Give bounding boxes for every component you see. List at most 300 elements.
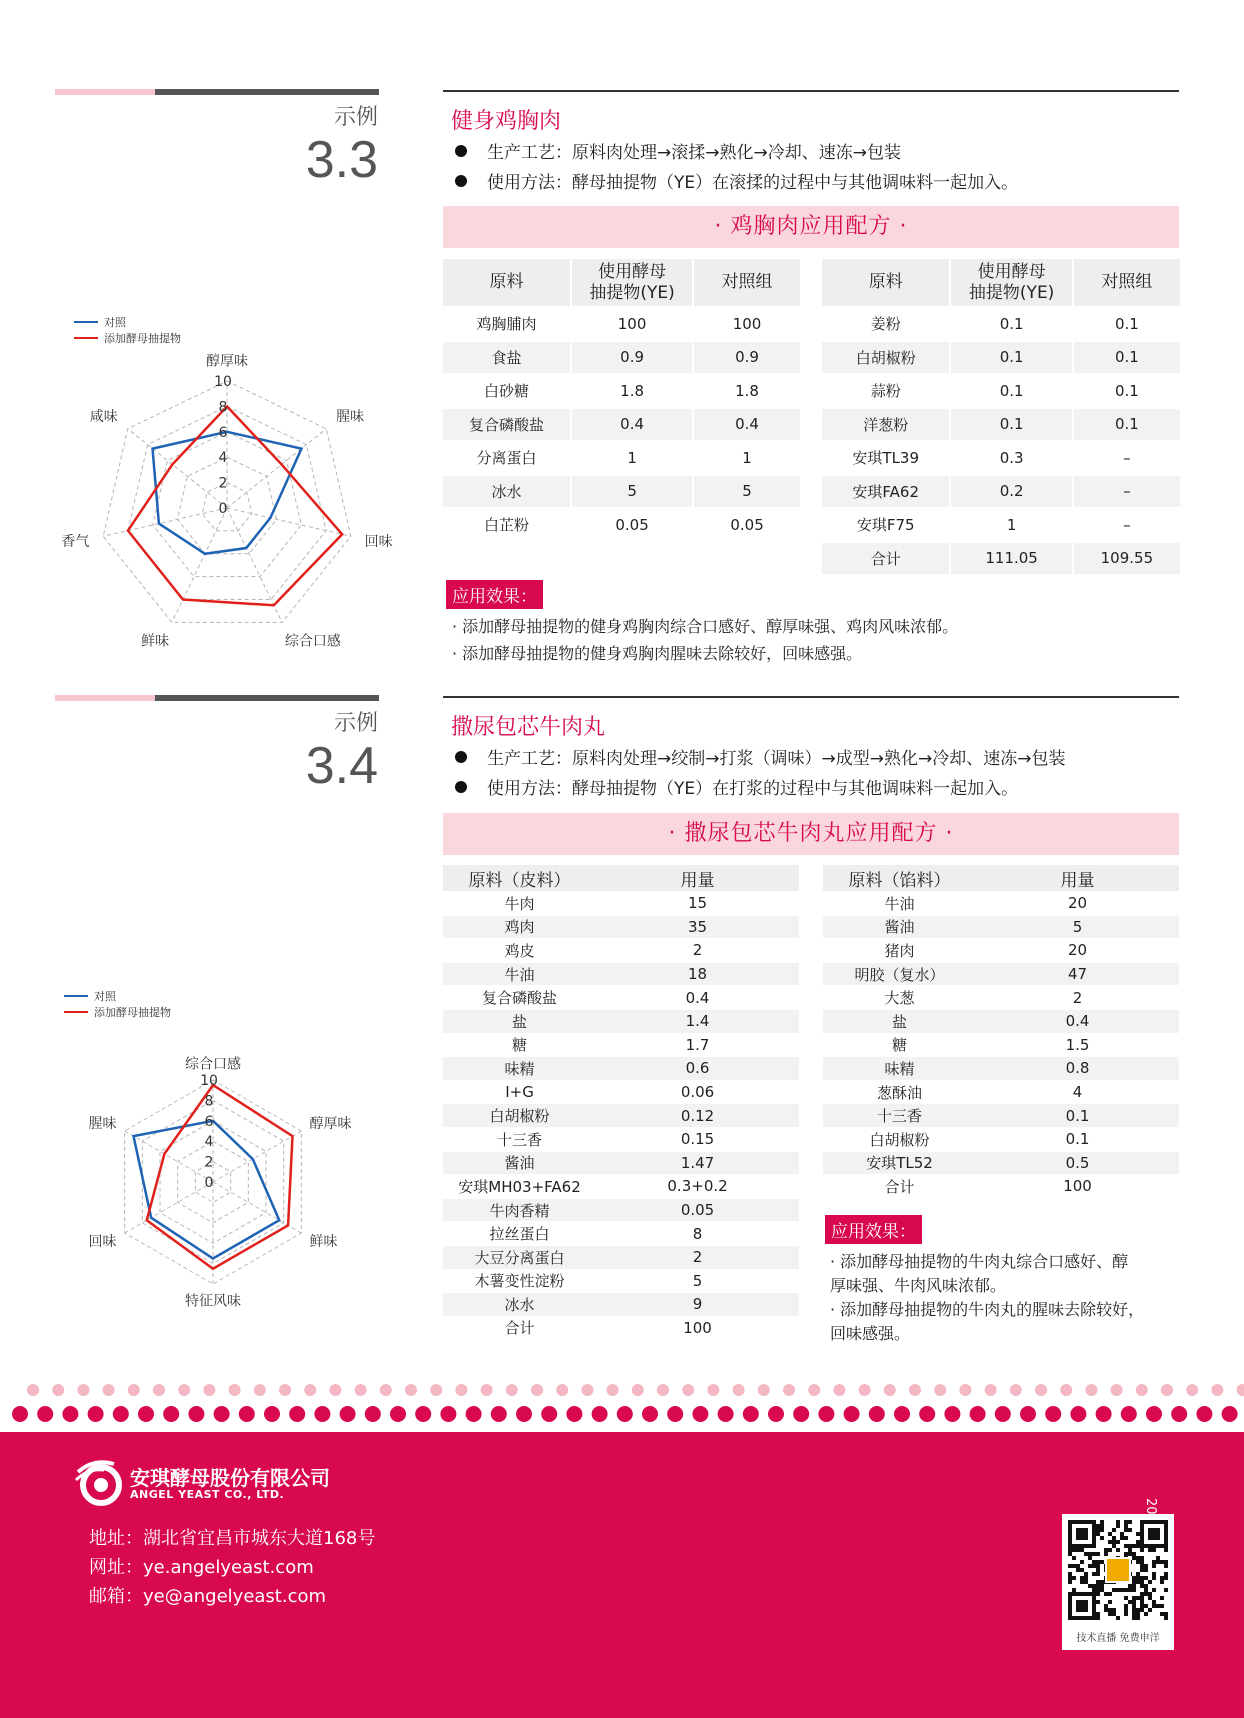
radar-tick-label: 4 (218, 450, 228, 467)
table-cell: 1 (951, 509, 1071, 541)
dot (390, 1406, 406, 1422)
dot (1085, 1384, 1097, 1396)
table-cell: I+G (443, 1081, 596, 1104)
dot (1136, 1384, 1148, 1396)
table-cell: 20 (976, 892, 1179, 915)
radar-series-line (147, 1085, 293, 1269)
dot (37, 1406, 53, 1422)
table-cell: 0.4 (694, 409, 800, 441)
dot (430, 1384, 442, 1396)
effect-line: · 添加酵母抽提物的健身鸡胸肉综合口感好、醇厚味强、鸡肉风味浓郁。 (452, 617, 959, 636)
table-cell: 安琪MH03+FA62 (443, 1175, 596, 1198)
table-cell: 15 (596, 892, 799, 915)
example-1-bar (55, 89, 379, 95)
table-cell: 合计 (822, 543, 949, 575)
table-row (443, 963, 799, 986)
legend-label: 添加酵母抽提物 (104, 332, 181, 345)
example-1-usage: 使用方法：酵母抽提物（YE）在滚揉的过程中与其他调味料一起加入。 (455, 168, 1018, 193)
example-1-table-left (441, 257, 802, 543)
dot (128, 1384, 140, 1396)
radar-tick-label: 2 (204, 1154, 214, 1171)
table-row (823, 1034, 1179, 1057)
radar-axis-label: 腥味 (336, 409, 365, 426)
table-cell: 0.1 (951, 375, 1071, 407)
table-cell: 大豆分离蛋白 (443, 1246, 596, 1269)
table-cell: 0.1 (951, 342, 1071, 374)
table-cell: 葱酥油 (823, 1081, 976, 1104)
radar-axis-label: 鲜味 (141, 633, 170, 650)
dot (239, 1406, 255, 1422)
qr-caption: 技术直播 免费申洋 (1076, 1633, 1160, 1644)
dot (1111, 1384, 1123, 1396)
table-row (443, 1199, 799, 1222)
table-cell: 安琪F75 (822, 509, 949, 541)
table-cell: 0.1 (1074, 409, 1180, 441)
table-row (822, 442, 1180, 474)
website-link[interactable]: 网址：ye.angelyeast.com (89, 1557, 314, 1578)
table-cell: 糖 (823, 1034, 976, 1057)
example-1-formula-banner: · 鸡胸肉应用配方 · (443, 206, 1179, 248)
dot (289, 1406, 305, 1422)
example-1-title: 健身鸡胸肉 (451, 109, 562, 134)
dot (491, 1406, 507, 1422)
dot (1070, 1406, 1086, 1422)
table-header-cell: 对照组 (1074, 259, 1180, 306)
dot (607, 1384, 619, 1396)
radar-axis-label: 腥味 (88, 1115, 117, 1132)
table-cell: 5 (976, 916, 1179, 939)
table-row (823, 1152, 1179, 1175)
address: 地址：湖北省宜昌市城东大道168号 (89, 1528, 376, 1549)
table-cell: 2 (596, 1246, 799, 1269)
table-cell: 白砂糖 (443, 375, 570, 407)
radar-chart-2 (50, 980, 400, 1350)
table-cell: 0.4 (596, 986, 799, 1009)
table-row (823, 1175, 1179, 1198)
decorative-dots (0, 1378, 1244, 1432)
dot (783, 1384, 795, 1396)
example-2-number: 3.4 (305, 737, 378, 795)
company-name-en: ANGEL YEAST CO., LTD. (130, 1488, 285, 1501)
dot (909, 1384, 921, 1396)
table-cell: 0.1 (976, 1128, 1179, 1151)
table-cell: 0.4 (976, 1010, 1179, 1033)
example-1-number: 3.3 (305, 131, 378, 189)
dot (1222, 1406, 1238, 1422)
dot (380, 1384, 392, 1396)
radar-axis-label: 醇厚味 (206, 353, 248, 370)
example-2-table-left (443, 864, 799, 1340)
dot (466, 1406, 482, 1422)
table-cell: 0.05 (694, 509, 800, 541)
table-row (823, 1081, 1179, 1104)
table-row (443, 939, 799, 962)
legend-label: 对照 (94, 990, 116, 1003)
dot (657, 1384, 669, 1396)
radar-axis-label: 醇厚味 (309, 1115, 352, 1132)
table-row (823, 892, 1179, 915)
table-cell: 18 (596, 963, 799, 986)
dot (214, 1406, 230, 1422)
table-cell: 100 (976, 1175, 1179, 1198)
example-2-process: 生产工艺：原料肉处理→绞制→打浆（调味）→成型→熟化→冷却、速冻→包装 (455, 744, 1065, 769)
effect-line: 回味感强。 (830, 1324, 911, 1343)
dot (12, 1406, 28, 1422)
table-cell: 0.4 (572, 409, 692, 441)
table-cell: 5 (572, 476, 692, 508)
dot (919, 1406, 935, 1422)
radar-axis-label: 回味 (364, 533, 393, 550)
table-cell: 鸡胸脯肉 (443, 308, 570, 340)
dot (405, 1384, 417, 1396)
qr-code-icon (1062, 1514, 1174, 1626)
dot (113, 1406, 129, 1422)
dot (859, 1384, 871, 1396)
table-row (443, 342, 800, 374)
table-cell: 安琪TL39 (822, 442, 949, 474)
table-cell: 0.3 (951, 442, 1071, 474)
example-2-table-right (823, 864, 1179, 1199)
table-cell: 2 (596, 939, 799, 962)
table-row (443, 1057, 799, 1080)
dot (970, 1406, 986, 1422)
table-cell: 姜粉 (822, 308, 949, 340)
dot (944, 1406, 960, 1422)
dot (415, 1406, 431, 1422)
dot (506, 1384, 518, 1396)
example-1-title-line (443, 90, 1179, 92)
table-cell: 分离蛋白 (443, 442, 570, 474)
table-row (443, 1222, 799, 1245)
radar-tick-label: 10 (214, 374, 232, 390)
table-cell: 安琪FA62 (822, 476, 949, 508)
dot (793, 1406, 809, 1422)
table-cell: 安琪TL52 (823, 1152, 976, 1175)
dot (203, 1384, 215, 1396)
table-cell: 明胶（复水） (823, 963, 976, 986)
example-2-usage: 使用方法：酵母抽提物（YE）在打浆的过程中与其他调味料一起加入。 (455, 774, 1018, 799)
table-row (822, 543, 1180, 575)
radar-spoke (172, 508, 227, 622)
dot (163, 1406, 179, 1422)
table-cell: 洋葱粉 (822, 409, 949, 441)
table-row (443, 1293, 799, 1316)
dot (592, 1406, 608, 1422)
example-2-formula-banner: · 撒尿包芯牛肉丸应用配方 · (443, 813, 1179, 855)
dot (1161, 1384, 1173, 1396)
table-cell: 100 (572, 308, 692, 340)
dot (1096, 1406, 1112, 1422)
dot (1045, 1406, 1061, 1422)
dot (264, 1406, 280, 1422)
table-row (822, 308, 1180, 340)
table-cell: 味精 (823, 1057, 976, 1080)
table-cell: 0.1 (976, 1104, 1179, 1127)
dot (516, 1406, 532, 1422)
table-cell: 0.1 (951, 308, 1071, 340)
example-2-title: 撒尿包芯牛肉丸 (451, 715, 606, 740)
table-cell: 合计 (443, 1317, 596, 1340)
table-cell: 0.2 (951, 476, 1071, 508)
table-cell: 酱油 (823, 916, 976, 939)
example-1-table-right (820, 257, 1182, 576)
table-header-cell: 原料 (443, 259, 570, 306)
example-2-label: 示例 (333, 711, 378, 736)
table-row (443, 509, 800, 541)
table-row (823, 939, 1179, 962)
table-row (822, 409, 1180, 441)
radar-tick-label: 8 (218, 399, 228, 416)
radar-tick-label: 2 (218, 475, 228, 492)
table-cell: – (1074, 442, 1180, 474)
dot (1121, 1406, 1137, 1422)
table-header-cell: 使用酵母 抽提物(YE) (951, 259, 1071, 306)
table-cell: 8 (596, 1222, 799, 1245)
table-cell: 白胡椒粉 (822, 342, 949, 374)
table-row (822, 476, 1180, 508)
table-row (443, 409, 800, 441)
example-2-title-line (443, 696, 1179, 698)
table-cell: 白胡椒粉 (823, 1128, 976, 1151)
table-row (823, 1010, 1179, 1033)
table-cell: 白胡椒粉 (443, 1104, 596, 1127)
radar-tick-label: 10 (200, 1073, 218, 1089)
table-row (443, 916, 799, 939)
table-cell: 1.47 (596, 1152, 799, 1175)
table-cell: 1.7 (596, 1034, 799, 1057)
table-cell: 十三香 (823, 1104, 976, 1127)
dot (768, 1406, 784, 1422)
effect-line: 厚味强、牛肉风味浓郁。 (830, 1276, 1007, 1295)
dot (1196, 1406, 1212, 1422)
example-1-label: 示例 (333, 105, 378, 130)
dot (692, 1406, 708, 1422)
table-cell: 冰水 (443, 476, 570, 508)
table-row (443, 1152, 799, 1175)
table-cell: 蒜粉 (822, 375, 949, 407)
dot (808, 1384, 820, 1396)
table-cell: 100 (694, 308, 800, 340)
table-cell: 0.1 (1074, 308, 1180, 340)
table-row (823, 1104, 1179, 1127)
dot (1171, 1406, 1187, 1422)
radar-axis-label: 特征风味 (185, 1293, 241, 1310)
dot (556, 1384, 568, 1396)
table-cell: 0.1 (1074, 375, 1180, 407)
effect-line: · 添加酵母抽提物的牛肉丸综合口感好、醇 (830, 1252, 1129, 1271)
radar-axis-label: 香气 (61, 533, 90, 550)
table-cell: 0.1 (951, 409, 1071, 441)
table-cell: 大葱 (823, 986, 976, 1009)
table-header-cell: 使用酵母 抽提物(YE) (572, 259, 692, 306)
table-cell: 0.15 (596, 1128, 799, 1151)
effect-line: · 添加酵母抽提物的牛肉丸的腥味去除较好， (830, 1300, 1145, 1319)
table-cell: 猪肉 (823, 939, 976, 962)
qr-code[interactable] (1062, 1514, 1174, 1650)
table-row (443, 1317, 799, 1340)
dot (959, 1384, 971, 1396)
radar-tick-label: 4 (204, 1134, 214, 1151)
footer (0, 1432, 1244, 1718)
table-cell: 食盐 (443, 342, 570, 374)
dot (1010, 1384, 1022, 1396)
dot (869, 1406, 885, 1422)
dot (844, 1406, 860, 1422)
table-cell: 47 (976, 963, 1179, 986)
table-header-cell: 用量 (976, 865, 1179, 891)
dot (279, 1384, 291, 1396)
table-row (443, 442, 800, 474)
radar-axis-label: 鲜味 (309, 1234, 338, 1251)
table-cell: 5 (694, 476, 800, 508)
radar-tick-label: 6 (218, 424, 228, 441)
dot (566, 1406, 582, 1422)
dot (103, 1384, 115, 1396)
dot (632, 1384, 644, 1396)
example-1-effects (452, 613, 958, 667)
radar-axis-label: 回味 (88, 1234, 117, 1251)
angel-logo-icon (74, 1458, 128, 1508)
dot (718, 1406, 734, 1422)
table-cell: 0.8 (976, 1057, 1179, 1080)
dot (455, 1384, 467, 1396)
dot (1020, 1406, 1036, 1422)
table-cell: 酱油 (443, 1152, 596, 1175)
table-cell: 2 (976, 986, 1179, 1009)
table-cell: 9 (596, 1293, 799, 1316)
table-cell: 0.6 (596, 1057, 799, 1080)
table-cell: 复合磷酸盐 (443, 986, 596, 1009)
dot (88, 1406, 104, 1422)
legend-label: 对照 (104, 316, 126, 329)
table-row (443, 1246, 799, 1269)
table-cell: 1 (572, 442, 692, 474)
table-cell: 牛肉香精 (443, 1199, 596, 1222)
table-cell: 十三香 (443, 1128, 596, 1151)
radar-tick-label: 0 (218, 501, 228, 517)
table-row (822, 375, 1180, 407)
radar-spoke (125, 1182, 213, 1233)
table-cell: 109.55 (1074, 543, 1180, 575)
table-row (443, 1104, 799, 1127)
table-cell: 100 (596, 1317, 799, 1340)
dot (1211, 1384, 1223, 1396)
dot (481, 1384, 493, 1396)
table-cell: 1.5 (976, 1034, 1179, 1057)
dot (617, 1406, 633, 1422)
dot (188, 1406, 204, 1422)
table-cell: 拉丝蛋白 (443, 1222, 596, 1245)
radar-spoke (213, 1131, 301, 1182)
radar-tick-label: 0 (204, 1175, 214, 1191)
table-row (823, 963, 1179, 986)
dot (62, 1406, 78, 1422)
table-row (822, 509, 1180, 541)
table-row (823, 916, 1179, 939)
table-cell: 1.8 (572, 375, 692, 407)
table-cell: 牛肉 (443, 892, 596, 915)
table-row (823, 1057, 1179, 1080)
dot (642, 1406, 658, 1422)
dot (818, 1406, 834, 1422)
table-cell: 20 (976, 939, 1179, 962)
dot (440, 1406, 456, 1422)
table-row (823, 986, 1179, 1009)
dot (329, 1384, 341, 1396)
dot (1237, 1384, 1244, 1396)
table-row (443, 892, 799, 915)
company-name-cn: 安琪酵母股份有限公司 (130, 1466, 330, 1490)
example-2-effects (830, 1250, 1144, 1346)
example-1-effect-label: 应用效果： (446, 580, 543, 609)
table-cell: 35 (596, 916, 799, 939)
table-row (443, 1081, 799, 1104)
dot (894, 1406, 910, 1422)
dot (1035, 1384, 1047, 1396)
table-cell: 1.4 (596, 1010, 799, 1033)
dot (541, 1406, 557, 1422)
table-cell: 盐 (823, 1010, 976, 1033)
table-row (443, 308, 800, 340)
table-cell: 白芷粉 (443, 509, 570, 541)
dot (178, 1384, 190, 1396)
table-cell: 0.5 (976, 1152, 1179, 1175)
table-header-cell: 原料（馅料） (823, 865, 976, 891)
table-row (443, 986, 799, 1009)
dot (27, 1384, 39, 1396)
table-cell: 5 (596, 1270, 799, 1293)
dot (934, 1384, 946, 1396)
table-cell: 鸡皮 (443, 939, 596, 962)
table-cell: – (1074, 509, 1180, 541)
dot (1186, 1384, 1198, 1396)
dot (1146, 1406, 1162, 1422)
table-cell: 复合磷酸盐 (443, 409, 570, 441)
dot (304, 1384, 316, 1396)
dot (985, 1384, 997, 1396)
dot (314, 1406, 330, 1422)
table-cell: – (1074, 476, 1180, 508)
table-header-cell: 用量 (596, 865, 799, 891)
email-link[interactable]: 邮箱：ye@angelyeast.com (89, 1586, 327, 1607)
table-cell: 0.05 (596, 1199, 799, 1222)
dot (1060, 1384, 1072, 1396)
example-1-process: 生产工艺：原料肉处理→滚揉→熟化→冷却、速冻→包装 (455, 138, 901, 163)
example-2-effect-label: 应用效果： (825, 1215, 922, 1244)
table-row (443, 476, 800, 508)
dot (995, 1406, 1011, 1422)
dot (365, 1406, 381, 1422)
dot (667, 1406, 683, 1422)
table-row (443, 1034, 799, 1057)
table-cell: 4 (976, 1081, 1179, 1104)
table-header-cell: 原料 (822, 259, 949, 306)
table-cell: 0.06 (596, 1081, 799, 1104)
table-row (822, 342, 1180, 374)
table-cell: 牛油 (823, 892, 976, 915)
table-cell: 盐 (443, 1010, 596, 1033)
dot (743, 1406, 759, 1422)
table-cell: 1.8 (694, 375, 800, 407)
dot (531, 1384, 543, 1396)
radar-tick-label: 8 (204, 1093, 214, 1110)
dot (758, 1384, 770, 1396)
dot (581, 1384, 593, 1396)
dot (254, 1384, 266, 1396)
table-cell: 牛油 (443, 963, 596, 986)
table-cell: 0.12 (596, 1104, 799, 1127)
dot (52, 1384, 64, 1396)
